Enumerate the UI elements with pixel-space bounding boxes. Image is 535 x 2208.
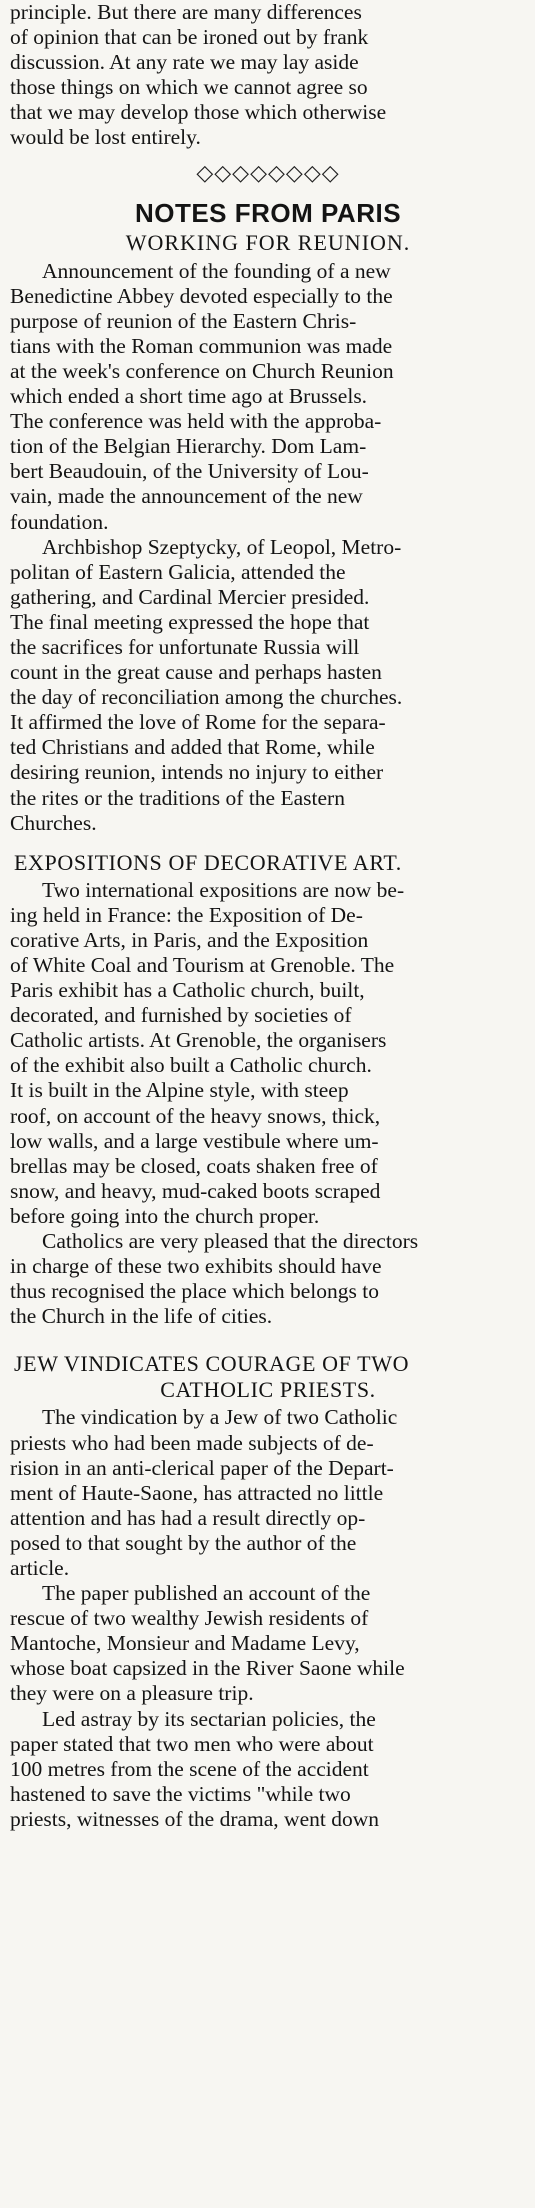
text-line: Paris exhibit has a Catholic church, built, [10, 978, 365, 1003]
text-line: The paper published an account of the [42, 1581, 371, 1606]
text-line: purpose of reunion of the Eastern Chris- [10, 308, 357, 333]
text-line: Churches. [10, 810, 97, 835]
jew-paragraph-3 [10, 1707, 526, 1832]
text-line: The final meeting expressed the hope that [10, 609, 370, 634]
text-line: count in the great cause and perhaps hasten [10, 660, 382, 685]
text-line: Catholics are very pleased that the directors [42, 1229, 419, 1254]
text-line: ted Christians and added that Rome, while [10, 735, 375, 760]
text-line: rescue of two wealthy Jewish residents of [10, 1606, 369, 1631]
text-line: desiring reunion, intends no injury to either [10, 760, 384, 785]
intro-paragraph [10, 0, 526, 151]
text-line: posed to that sought by the author of the [10, 1530, 357, 1555]
text-line: before going into the church proper. [10, 1203, 320, 1228]
text-line: Two international expositions are now be- [42, 877, 405, 902]
text-line: of the exhibit also built a Catholic church. [10, 1053, 372, 1078]
text-line: article. [10, 1555, 70, 1580]
text-line: the sacrifices for unfortunate Russia will [10, 634, 360, 659]
text-line: of opinion that can be ironed out by frank [10, 25, 369, 50]
text-line: the Church in the life of cities. [10, 1304, 273, 1329]
text-line: brellas may be closed, coats shaken free of [10, 1153, 378, 1178]
text-line: bert Beaudouin, of the University of Lou- [10, 459, 369, 484]
text-line: gathering, and Cardinal Mercier presided. [10, 584, 370, 609]
text-line: discussion. At any rate we may lay aside [10, 50, 359, 75]
text-line: decorated, and furnished by societies of [10, 1003, 352, 1028]
text-line: low walls, and a large vestibule where um- [10, 1128, 379, 1153]
expositions-paragraph-1 [10, 878, 526, 1229]
text-line: Archbishop Szeptycky, of Leopol, Metro- [42, 534, 402, 559]
text-line: foundation. [10, 509, 109, 534]
text-line: Led astray by its sectarian policies, the [42, 1706, 376, 1731]
article-subtitle: WORKING FOR REUNION. [125, 229, 411, 255]
expositions-paragraph-2 [10, 1229, 526, 1329]
text-line: in charge of these two exhibits should have [10, 1254, 382, 1279]
jew-heading-line-2: CATHOLIC PRIESTS. [160, 1377, 376, 1403]
text-line: Catholic artists. At Grenoble, the organisers [10, 1028, 387, 1053]
jew-paragraph-2 [10, 1581, 526, 1706]
text-line: which ended a short time ago at Brussels. [10, 384, 368, 409]
text-line: priests who had been made subjects of de- [10, 1430, 374, 1455]
text-line: paper stated that two men who were about [10, 1731, 374, 1756]
text-line: tians with the Roman communion was made [10, 333, 393, 358]
jew-paragraph-1 [10, 1405, 526, 1581]
expositions-heading: EXPOSITIONS OF DECORATIVE ART. [14, 849, 402, 875]
article-title: NOTES FROM PARIS [134, 197, 402, 228]
reunion-paragraph-1 [10, 259, 526, 535]
text-line: snow, and heavy, mud-caked boots scraped [10, 1178, 381, 1203]
text-line: rision in an anti-clerical paper of the Depart- [10, 1455, 394, 1480]
text-line: principle. But there are many differences [10, 0, 362, 24]
jew-heading-line-1: JEW VINDICATES COURAGE OF TWO [14, 1351, 410, 1377]
text-line: vain, made the announcement of the new [10, 484, 363, 509]
text-line: Mantoche, Monsieur and Madame Levy, [10, 1631, 360, 1656]
text-line: priests, witnesses of the drama, went down [10, 1806, 380, 1831]
text-line: politan of Eastern Galicia, attended the [10, 559, 346, 584]
text-line: would be lost entirely. [10, 125, 201, 150]
text-line: at the week's conference on Church Reunion [10, 358, 394, 383]
text-line: It is built in the Alpine style, with steep [10, 1078, 349, 1103]
text-line: ing held in France: the Exposition of De- [10, 902, 363, 927]
text-line: ment of Haute-Saone, has attracted no little [10, 1480, 384, 1505]
text-line: the rites or the traditions of the Eastern [10, 785, 345, 810]
text-line: It affirmed the love of Rome for the separa- [10, 710, 386, 735]
text-line: that we may develop those which otherwise [10, 100, 387, 125]
text-line: they were on a pleasure trip. [10, 1681, 254, 1706]
text-line: thus recognised the place which belongs to [10, 1279, 379, 1304]
reunion-paragraph-2 [10, 535, 526, 836]
text-line: whose boat capsized in the River Saone while [10, 1656, 405, 1681]
text-line: roof, on account of the heavy snows, thick, [10, 1103, 381, 1128]
text-line: attention and has had a result directly op- [10, 1505, 366, 1530]
text-line: of White Coal and Tourism at Grenoble. The [10, 953, 395, 977]
text-line: tion of the Belgian Hierarchy. Dom Lam- [10, 434, 367, 459]
text-line: 100 metres from the scene of the accident [10, 1756, 369, 1781]
text-line: The vindication by a Jew of two Catholic [42, 1405, 398, 1430]
text-line: The conference was held with the approba- [10, 409, 382, 434]
text-line: hastened to save the victims "while two [10, 1781, 351, 1806]
text-line: the day of reconciliation among the churches. [10, 685, 403, 710]
ornament-divider: ◇◇◇◇◇◇◇◇ [196, 159, 340, 185]
text-line: Announcement of the founding of a new [42, 258, 391, 283]
text-line: Benedictine Abbey devoted especially to the [10, 283, 393, 308]
text-line: corative Arts, in Paris, and the Exposition [10, 927, 369, 952]
text-line: those things on which we cannot agree so [10, 75, 368, 100]
